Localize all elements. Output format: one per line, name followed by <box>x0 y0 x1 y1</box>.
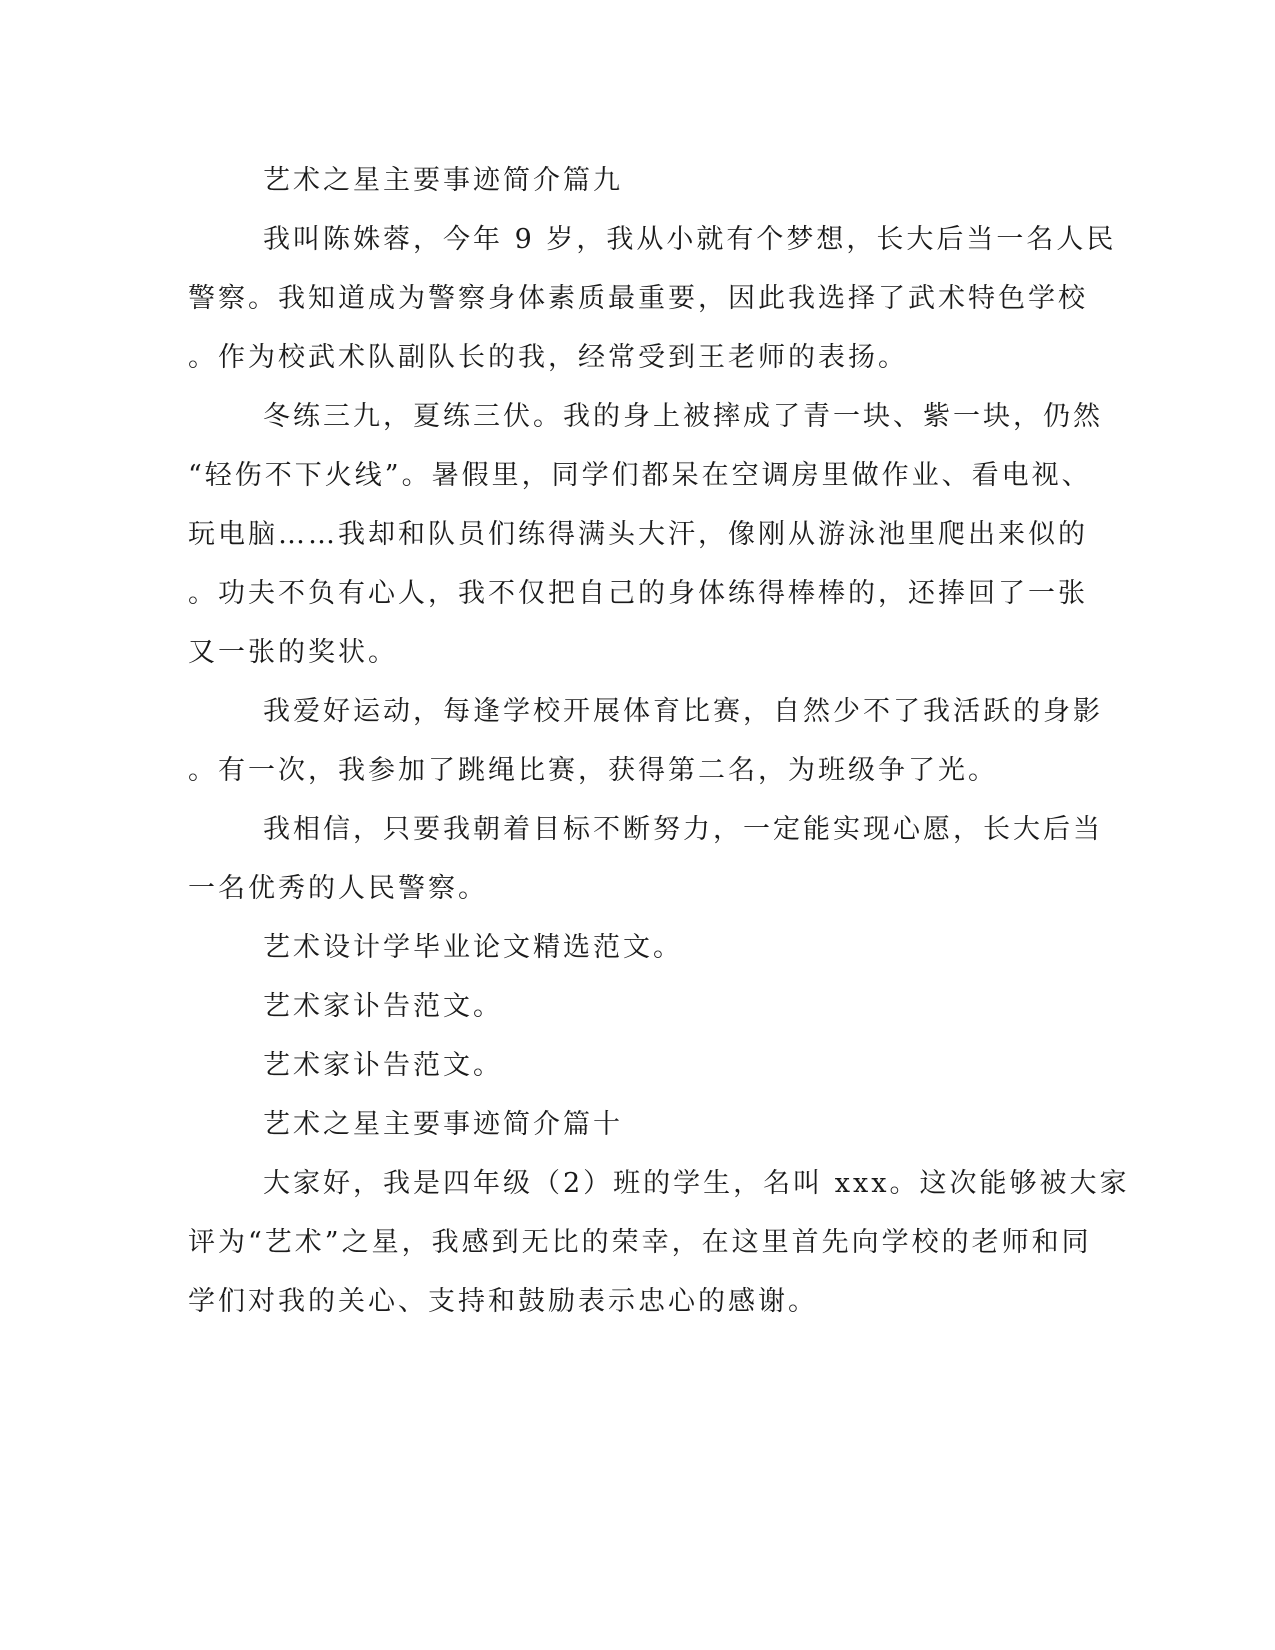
paragraph-line: 我相信，只要我朝着目标不断努力，一定能实现心愿，长大后当 <box>263 814 1103 845</box>
section-heading-9: 艺术之星主要事迹简介篇九 <box>263 165 623 196</box>
paragraph-line: 。有一次，我参加了跳绳比赛，获得第二名，为班级争了光。 <box>188 755 998 786</box>
paragraph-line: 玩电脑……我却和队员们练得满头大汗，像刚从游泳池里爬出来似的 <box>188 519 1088 550</box>
paragraph-line: 我叫陈姝蓉，今年 9 岁，我从小就有个梦想，长大后当一名人民 <box>263 224 1117 255</box>
paragraph-line: 冬练三九，夏练三伏。我的身上被摔成了青一块、紫一块，仍然 <box>263 401 1103 432</box>
section-heading-10: 艺术之星主要事迹简介篇十 <box>263 1109 623 1140</box>
paragraph-line: 艺术设计学毕业论文精选范文。 <box>263 932 683 963</box>
paragraph-line: 我爱好运动，每逢学校开展体育比赛，自然少不了我活跃的身影 <box>263 696 1103 727</box>
paragraph-line: 艺术家讣告范文。 <box>263 991 503 1022</box>
paragraph-line: 评为“艺术”之星，我感到无比的荣幸，在这里首先向学校的老师和同 <box>188 1227 1092 1258</box>
paragraph-line: 。功夫不负有心人，我不仅把自己的身体练得棒棒的，还捧回了一张 <box>188 578 1088 609</box>
paragraph-line: 一名优秀的人民警察。 <box>188 873 488 904</box>
paragraph-line: 学们对我的关心、支持和鼓励表示忠心的感谢。 <box>188 1286 818 1317</box>
paragraph-line: 艺术家讣告范文。 <box>263 1050 503 1081</box>
paragraph-line: 警察。我知道成为警察身体素质最重要，因此我选择了武术特色学校 <box>188 283 1088 314</box>
paragraph-line: 又一张的奖状。 <box>188 637 398 668</box>
paragraph-line: 。作为校武术队副队长的我，经常受到王老师的表扬。 <box>188 342 908 373</box>
paragraph-line: 大家好，我是四年级（2）班的学生，名叫 xxx。这次能够被大家 <box>263 1168 1130 1199</box>
paragraph-line: “轻伤不下火线”。暑假里，同学们都呆在空调房里做作业、看电视、 <box>188 460 1092 491</box>
